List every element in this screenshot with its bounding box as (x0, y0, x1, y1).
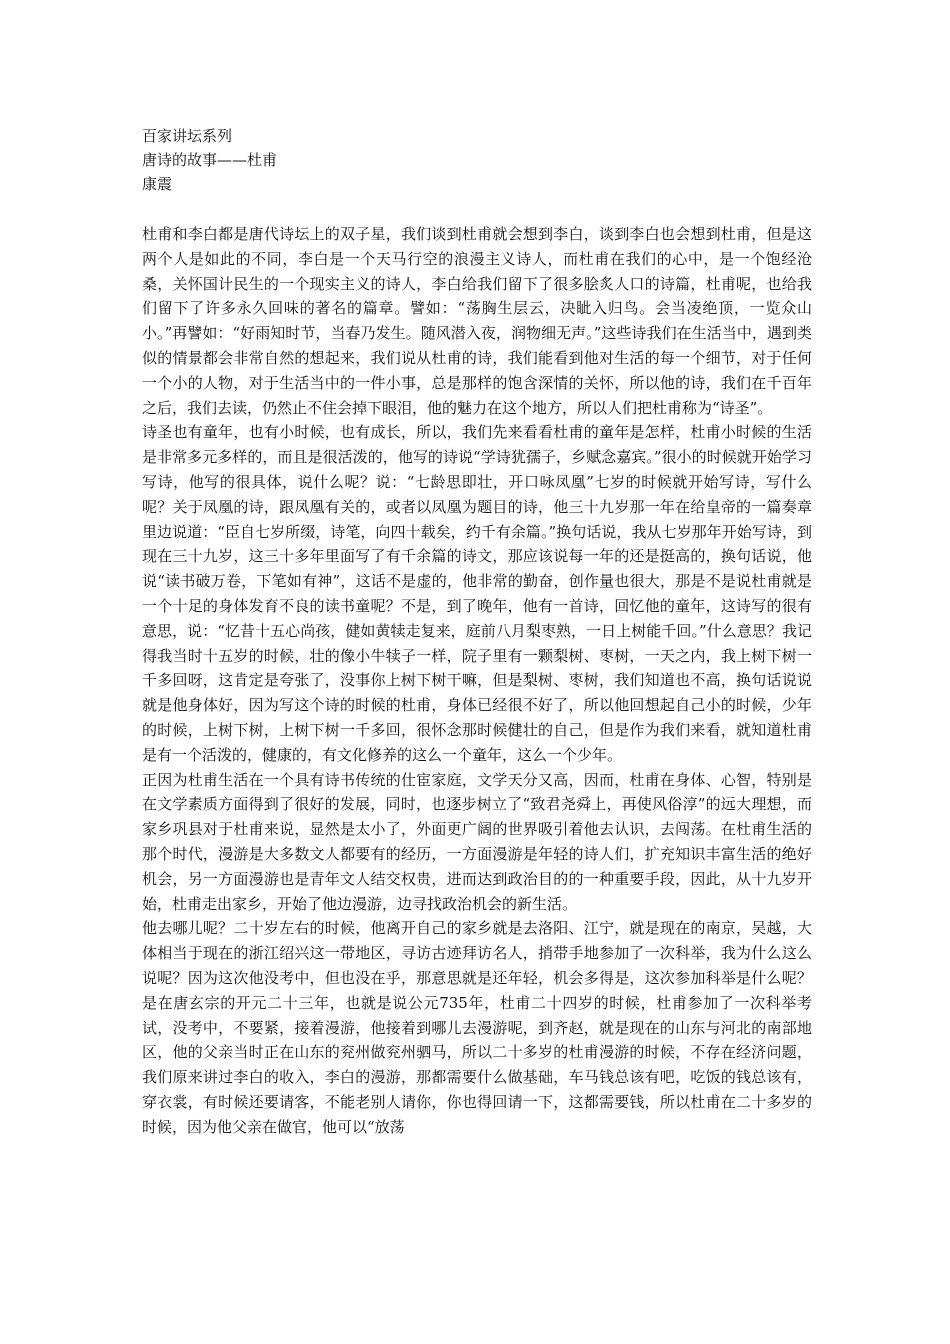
series-title: 百家讲坛系列 (142, 127, 233, 145)
body-paragraph-3: 正因为杜甫生活在一个具有诗书传统的仕宦家庭，文学天分又高，因而，杜甫在身体、心智，特别是在文学素质方面得到了很好的发展，同时，也逐步树立了“致君尧舜上，再使风俗淳”的远大理想，而家乡巩县对于杜甫来说，显然是太小了，外面更广阔的世界吸引着他去认识，去闯荡。在杜甫生活的那个时代，漫游是大多数文人都要有的经历，一方面漫游是年轻的诗人们，扩充知识丰富生活的绝好机会，另一方面漫游也是青年文人结交权贵，进而达到政治目的的一种重要手段，因此，从十九岁开始，杜甫走出家乡，开始了他边漫游，边寻找政治机会的新生活。 (142, 770, 812, 913)
author-name: 康震 (142, 175, 173, 193)
header-spacer (142, 196, 812, 222)
document-title: 唐诗的故事——杜甫 (142, 151, 278, 169)
document-page (142, 124, 812, 1139)
body-paragraph-4: 他去哪儿呢？二十岁左右的时候，他离开自己的家乡就是去洛阳、江宁，就是现在的南京，吴越，大体相当于现在的浙江绍兴这一带地区，寻访古迹拜访名人，捎带手地参加了一次科举，我为什么这么说呢？因为这次他没考中，但也没在乎，那意思就是还年轻，机会多得是，这次参加科举是什么呢？是在唐玄宗的开元二十三年，也就是说公元735年，杜甫二十四岁的时候，杜甫参加了一次科举考试，没考中，不要紧，接着漫游，他接着到哪儿去漫游呢，到齐赵，就是现在的山东与河北的南部地区，他的父亲当时正在山东的兖州做兖州驷马，所以二十多岁的杜甫漫游的时候，不存在经济问题，我们原来讲过李白的收入，李白的漫游，那都需要什么做基础，车马钱总该有吧，吃饭的钱总该有，穿衣裳，有时候还要请客，不能老别人请你，你也得回请一下，这都需要钱，所以杜甫在二十多岁的时候，因为他父亲在做官，他可以“放荡 (142, 919, 812, 1136)
body-paragraph-1: 杜甫和李白都是唐代诗坛上的双子星，我们谈到杜甫就会想到李白，谈到李白也会想到杜甫，但是这两个人是如此的不同，李白是一个天马行空的浪漫主义诗人，而杜甫在我们的心中，是一个饱经沧桑，关怀国计民生的一个现实主义的诗人，李白给我们留下了很多脍炙人口的诗篇，杜甫呢，也给我们留下了许多永久回味的著名的篇章。譬如：“荡胸生层云，决眦入归鸟。会当凌绝顶，一览众山小。”再譬如：“好雨知时节，当春乃发生。随风潜入夜，润物细无声。”这些诗我们在生活当中，遇到类似的情景都会非常自然的想起来，我们说从杜甫的诗，我们能看到他对生活的每一个细节，对于任何一个小的人物，对于生活当中的一件小事，总是那样的饱含深情的关怀，所以他的诗，我们在千百年之后，我们去读，仍然止不住会掉下眼泪，他的魅力在这个地方，所以人们把杜甫称为“诗圣”。 (142, 225, 812, 417)
body-paragraph-2: 诗圣也有童年，也有小时候，也有成长，所以，我们先来看看杜甫的童年是怎样，杜甫小时候的生活是非常多元多样的，而且是很活泼的，他写的诗说“学诗犹孺子，乡赋念嘉宾。”很小的时候就开始学习写诗，他写的很具体，说什么呢？说：“七龄思即壮，开口咏凤凰”七岁的时候就开始写诗，写什么呢？关于凤凰的诗，跟凤凰有关的，或者以凤凰为题目的诗，他三十九岁那一年在给皇帝的一篇奏章里边说道：“臣自七岁所缀，诗笔，向四十载矣，约千有余篇。”换句话说，我从七岁那年开始写诗，到现在三十九岁，这三十多年里面写了有千余篇的诗文，那应该说每一年的还是挺高的，换句话说，他说“读书破万卷，下笔如有神”，这话不是虚的，他非常的勤奋，创作量也很大，那是不是说杜甫就是一个十足的身体发育不良的读书童呢？不是，到了晚年，他有一首诗，回忆他的童年，这诗写的很有意思，说：“忆昔十五心尚孩，健如黄犊走复来，庭前八月梨枣熟，一日上树能千回。”什么意思？我记得我当时十五岁的时候，壮的像小牛犊子一样，院子里有一颗梨树、枣树，一天之内，我上树下树一千多回呀，这肯定是夸张了，没事你上树下树干嘛，但是梨树、枣树，我们知道也不高，换句话说说就是他身体好，因为写这个诗的时候的杜甫，身体已经很不好了，所以他回想起自己小的时候，少年的时候，上树下树，上树下树一千多回，很怀念那时候健壮的自己，但是作为我们来看，就知道杜甫是有一个活泼的，健康的，有文化修养的这么一个童年，这么一个少年。 (142, 423, 812, 764)
